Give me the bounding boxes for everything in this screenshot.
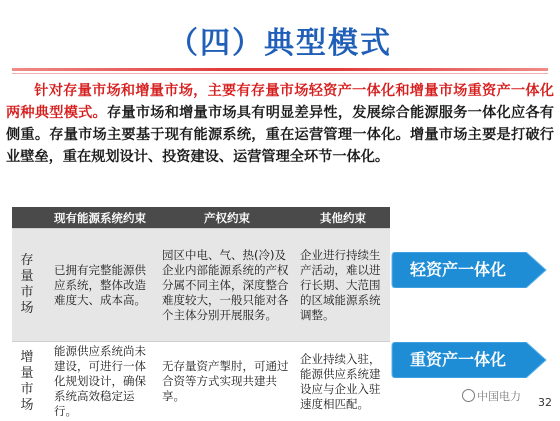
title-divider-thin [12,73,548,74]
slide-title: （四）典型模式 [0,18,560,62]
table-header-other: 其他约束 [296,207,390,229]
table-row-stock [12,229,390,342]
page-number: 32 [538,396,552,409]
cell-stock-other: 企业进行持续生产活动，难以进行长期、大范围的区域能源系统调整。 [296,229,390,342]
heavy-asset-label: 重资产一体化 [390,342,526,378]
light-asset-arrow [390,252,548,288]
cell-incremental-existing: 能源供应系统尚未建设，可进行一体化规划设计，确保系统高效稳定运行。 [42,342,158,421]
heavy-asset-arrow [390,342,548,378]
table-header-corner [12,207,42,229]
row-head-stock-text: 存量市场 [20,253,34,317]
watermark-text: 中国电力 [477,390,521,403]
constraints-table [12,207,390,421]
row-head-incremental [12,342,42,421]
cell-stock-property: 园区中电、气、热(冷)及企业内部能源系统的产权分属不同主体，深度整合难度较大，一般只能对各个主体分别开展服务。 [158,229,296,342]
table-header-row [12,207,390,229]
intro-highlight: 针对存量市场和增量市场，主要有存量市场轻资产一体化和增量市场重资产一体化两种典型模式。 [6,83,554,121]
cell-incremental-other: 企业持续入驻，能源供应系统建设应与企业入驻速度相匹配。 [296,342,390,421]
table-row-incremental [12,342,390,421]
table-header-property: 产权约束 [158,207,296,229]
row-head-incremental-text: 增量市场 [20,350,34,414]
intro-body: 存量市场和增量市场具有明显差异性，发展综合能源服务一体化应各有侧重。存量市场主要基于现有能源系统，重在运营管理一体化。增量市场主要是打破行业壁垒，重在规划设计、投资建设、运营管理全环节一体化。 [6,105,554,165]
table-header-existing: 现有能源系统约束 [42,207,158,229]
watermark [462,388,521,404]
title-divider [12,68,548,71]
cell-incremental-property: 无存量资产掣肘，可通过合资等方式实现共建共享。 [158,342,296,421]
wechat-icon [462,389,475,402]
row-head-stock [12,229,42,342]
cell-stock-existing: 已拥有完整能源供应系统，整体改造难度大、成本高。 [42,229,158,342]
intro-paragraph [6,80,554,168]
light-asset-label: 轻资产一体化 [390,252,526,288]
